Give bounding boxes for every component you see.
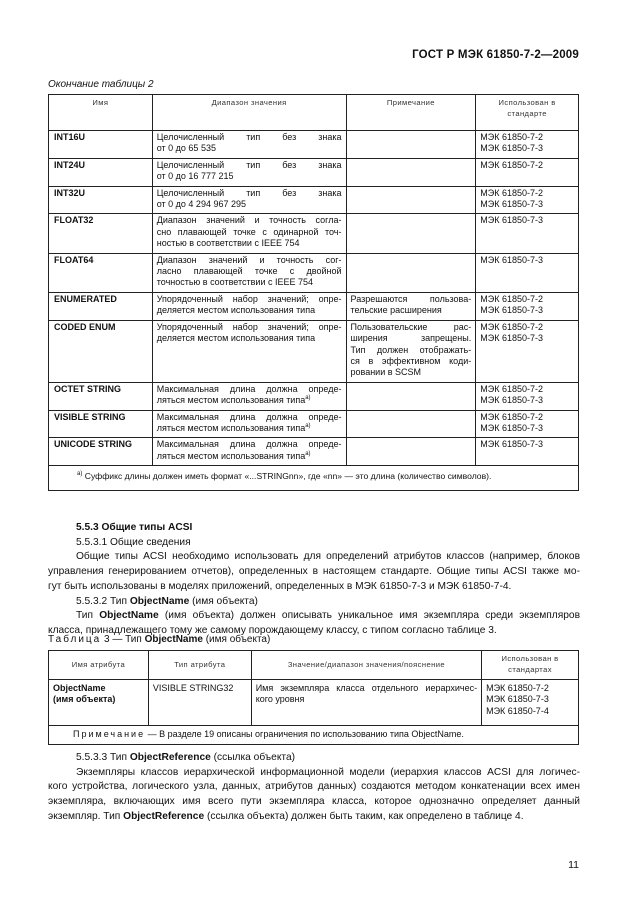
cell-type-name: CODED ENUM (49, 320, 153, 382)
table-3 (48, 650, 579, 745)
range-line-text: Максимальная длина должна опреде- (156, 411, 342, 422)
cell-type-name: VISIBLE STRING (49, 410, 153, 438)
cell-note (346, 438, 476, 466)
note-line: тельские расширения (350, 305, 442, 316)
note-line: ровании в SCSM (350, 367, 422, 378)
note-line: ся в эффективном коди- (350, 355, 472, 366)
t3-note-text: — В разделе 19 описаны ограничения по использованию типа ObjectName. (147, 728, 464, 739)
table2-header-row (49, 95, 579, 131)
col-header-note: Примечание (346, 95, 476, 131)
cell-note (346, 410, 476, 438)
footnote-marker: a) (305, 422, 311, 429)
range-line-text: ляться местом использования типа (156, 395, 306, 406)
used-in-line: МЭК 61850-7-2 (480, 411, 543, 422)
range-line (157, 215, 342, 226)
section-5-5-3 (48, 521, 580, 639)
sub2-num: 5.5.3.2 Тип (76, 595, 127, 607)
used-in-line: МЭК 61850-7-3 (480, 215, 543, 226)
t3-used-line3: МЭК 61850-7-4 (486, 705, 549, 716)
para3-line2: кого устройства, логического узла, данных, атрибутов данных) создаются методом конкатенации всех имен (48, 781, 580, 793)
cell-range (152, 214, 346, 253)
table-2 (48, 94, 579, 491)
range-line (157, 227, 342, 238)
cell-note (346, 158, 476, 186)
used-in-line: МЭК 61850-7-3 (480, 422, 543, 433)
range-line-text: Диапазон значений и точность сог- (156, 254, 342, 265)
range-line-text: Упорядоченный набор значений; опре- (156, 321, 342, 332)
table2-footnote (49, 466, 579, 490)
para1-line1: Общие типы ACSI необходимо использовать для определений атрибутов классов (например, блоков (76, 551, 580, 563)
s5533-bold: ObjectReference (129, 752, 211, 763)
range-line-text: от 0 до 4 294 967 295 (156, 199, 246, 210)
cell-note (346, 320, 476, 382)
para2-line1 (48, 609, 580, 624)
col-header-used: Использован в стандарте (476, 95, 579, 131)
col-header-name: Имя (49, 95, 153, 131)
cell-used-in (476, 214, 579, 253)
para3-last-b: (ссылка объекта) должен быть таким, как определено в таблице 4. (206, 810, 524, 822)
used-in-line: МЭК 61850-7-3 (480, 333, 543, 344)
t3-row-used (482, 679, 579, 725)
range-line (157, 132, 342, 143)
cell-type-name: OCTET STRING (49, 382, 153, 410)
cell-used-in (476, 292, 579, 320)
range-line-text: Максимальная длина должна опреде- (156, 439, 342, 450)
subsection-5-5-3-1: 5.5.3.1 Общие сведения (76, 536, 191, 548)
para1-line3: гут быть использованы в моделях приложений, определенных в МЭК 61850-7-3 и МЭК 61850-7-4. (48, 580, 512, 592)
range-line (157, 333, 342, 344)
table3-caption-num: 3 — Тип (104, 634, 142, 645)
cell-type-name: INT16U (49, 131, 153, 159)
table3-header-row (49, 651, 579, 680)
cell-type-name: ENUMERATED (49, 292, 153, 320)
table3-caption-rest: (имя объекта) (205, 634, 271, 645)
cell-used-in (476, 186, 579, 214)
cell-note (346, 131, 476, 159)
range-line-text: Целочисленный тип без знака (156, 132, 342, 142)
cell-range (152, 158, 346, 186)
para3-line4 (48, 810, 580, 825)
t3-col-attr-name: Имя атрибута (49, 651, 149, 680)
table-row (49, 253, 579, 292)
para1-line2: управления генерированием отчетов), определенных в настоящем стандарте. Общие типы ACSI также мо- (48, 566, 580, 578)
sub2-rest: (имя объекта) (192, 595, 258, 607)
t3-col-used: Использован в стандартах (482, 651, 579, 680)
table-row (49, 438, 579, 466)
cell-note (346, 186, 476, 214)
cell-range (152, 438, 346, 466)
range-line-text: Целочисленный тип без знака (156, 159, 342, 170)
range-line-text: деляется местом использования типа (156, 333, 316, 344)
used-in-line: МЭК 61850-7-3 (480, 439, 543, 450)
cell-note (346, 382, 476, 410)
cell-note (346, 214, 476, 253)
cell-range (152, 186, 346, 214)
range-line (157, 322, 342, 333)
table-row (49, 158, 579, 186)
t3-col-attr-type: Тип атрибута (148, 651, 251, 680)
range-line-text: Упорядоченный набор значений; опре- (156, 293, 342, 304)
cell-used-in (476, 320, 579, 382)
table-row (49, 410, 579, 438)
standard-code: ГОСТ Р МЭК 61850-7-2—2009 (412, 49, 579, 61)
used-in-line: МЭК 61850-7-2 (480, 383, 543, 394)
table-row (49, 186, 579, 214)
range-line-text: ляться местом использования типа (156, 450, 306, 461)
note-line: ширения запрещены. (350, 333, 472, 344)
range-line-text: Целочисленный тип без знака (156, 187, 342, 198)
range-line-text: точностью в соответствии с IEEE 754 (156, 277, 313, 288)
table-row (49, 214, 579, 253)
range-line-text: Диапазон значений и точность согла- (156, 215, 342, 226)
range-line (157, 395, 342, 406)
cell-range (152, 253, 346, 292)
s5533-rest: (ссылка объекта) (213, 752, 296, 763)
cell-type-name: INT32U (49, 186, 153, 214)
cell-range (152, 320, 346, 382)
cell-range (152, 382, 346, 410)
used-in-line: МЭК 61850-7-3 (480, 143, 543, 154)
para3-line1: Экземпляры классов иерархической информационной модели (иерархия классов ACSI для логичес- (76, 766, 580, 778)
cell-used-in (476, 158, 579, 186)
table3-caption-bold: ObjectName (144, 634, 203, 645)
t3-desc-line2: кого уровня (255, 694, 305, 705)
cell-type-name: FLOAT64 (49, 253, 153, 292)
range-line (157, 305, 342, 316)
para3-last-a: экземпляр. Тип (48, 810, 121, 822)
range-line (157, 255, 342, 266)
range-line (157, 238, 342, 249)
cell-used-in (476, 253, 579, 292)
table3-caption (48, 634, 270, 645)
note-line: Тип должен отображать- (350, 344, 472, 355)
t3-row-type: VISIBLE STRING32 (148, 679, 251, 725)
range-line (157, 384, 342, 395)
range-line (157, 160, 342, 171)
range-line (157, 294, 342, 305)
table2-caption: Окончание таблицы 2 (48, 79, 154, 90)
footnote-marker: a) (305, 395, 311, 402)
range-line-text: сно плавающей точке с одинарной точ- (156, 226, 342, 237)
table-row (49, 131, 579, 159)
range-line-text: ласно плавающей точке с двойной (156, 266, 342, 277)
t3-note-label: Примечание (73, 728, 146, 739)
range-line-text: ляться местом использования типа (156, 422, 306, 433)
cell-range (152, 131, 346, 159)
used-in-line: МЭК 61850-7-2 (480, 159, 543, 170)
range-line (157, 451, 342, 462)
para2-b: (имя объекта) должен описывать уникальное имя экземпляра среди экземпляров (164, 610, 580, 622)
used-in-line: МЭК 61850-7-3 (480, 199, 543, 210)
range-line-text: ностью в соответствии с IEEE 754 (156, 238, 300, 249)
cell-type-name: INT24U (49, 158, 153, 186)
para3-last-bold: ObjectReference (123, 810, 205, 822)
used-in-line: МЭК 61850-7-2 (480, 321, 543, 332)
col-header-range: Диапазон значения (152, 95, 346, 131)
cell-type-name: UNICODE STRING (49, 438, 153, 466)
t3-col-value: Значение/диапазон значения/пояснение (251, 651, 481, 680)
subsection-5-5-3-2 (48, 595, 580, 610)
note-line: Разрешаются пользова- (350, 293, 472, 304)
used-in-line: МЭК 61850-7-2 (480, 293, 543, 304)
range-line (157, 423, 342, 434)
range-line-text: Максимальная длина должна опреде- (156, 383, 342, 394)
section-5-5-3-3 (48, 751, 580, 825)
cell-note (346, 292, 476, 320)
t3-used-line2: МЭК 61850-7-3 (486, 694, 549, 705)
t3-desc-line1: Имя экземпляра класса отдельного иерархичес- (255, 682, 478, 693)
t3-name-line1: ObjectName (53, 682, 106, 693)
note-line: Пользовательские рас- (350, 321, 472, 332)
range-line (157, 143, 342, 154)
range-line-text: деляется местом использования типа (156, 305, 316, 316)
range-line (157, 277, 342, 288)
used-in-line: МЭК 61850-7-2 (480, 132, 543, 142)
cell-range (152, 292, 346, 320)
table2-footnote-row (49, 466, 579, 490)
footnote-marker: a) (305, 450, 311, 457)
cell-used-in (476, 131, 579, 159)
page-number: 11 (568, 859, 579, 871)
para3-line3: экземпляра, включающих имя всего пути экземпляра класса, которое однозначно определяет данный (48, 796, 580, 808)
sub2-bold: ObjectName (129, 595, 190, 607)
used-in-line: МЭК 61850-7-3 (480, 395, 543, 406)
t3-row-desc (251, 679, 481, 725)
range-line (157, 439, 342, 450)
range-line (157, 266, 342, 277)
s5533-num: 5.5.3.3 Тип (76, 752, 127, 763)
table-row (49, 679, 579, 725)
table3-caption-prefix: Таблица (48, 634, 102, 645)
section-title: 5.5.3 Общие типы ACSI (76, 522, 193, 533)
cell-range (152, 410, 346, 438)
para2-bold: ObjectName (99, 610, 159, 622)
t3-used-line1: МЭК 61850-7-2 (486, 682, 549, 693)
range-line (157, 199, 342, 210)
para2-line2: класса, принадлежащего тому же самому порождающему классу, с типом согласно таблице 3. (48, 624, 497, 636)
table-row (49, 382, 579, 410)
used-in-line: МЭК 61850-7-3 (480, 254, 543, 265)
t3-note (49, 725, 579, 744)
range-line (157, 412, 342, 423)
t3-name-line2: (имя объекта) (53, 694, 116, 705)
cell-used-in (476, 438, 579, 466)
used-in-line: МЭК 61850-7-2 (480, 187, 543, 198)
cell-used-in (476, 382, 579, 410)
cell-used-in (476, 410, 579, 438)
table-row (49, 320, 579, 382)
footnote-mark: a) (77, 471, 83, 478)
table-row (49, 292, 579, 320)
range-line-text: от 0 до 65 535 (156, 143, 216, 154)
used-in-line: МЭК 61850-7-3 (480, 305, 543, 316)
subsection-5-5-3-3 (48, 751, 580, 766)
t3-row-name (49, 679, 149, 725)
range-line-text: от 0 до 16 777 215 (156, 171, 234, 182)
cell-note (346, 253, 476, 292)
table3-note-row (49, 725, 579, 744)
para2-a: Тип (76, 610, 93, 622)
cell-type-name: FLOAT32 (49, 214, 153, 253)
footnote-text: Суффикс длины должен иметь формат «...STRINGnn», где «nn» — это длина (количество символов). (84, 471, 492, 482)
range-line (157, 188, 342, 199)
range-line (157, 171, 342, 182)
